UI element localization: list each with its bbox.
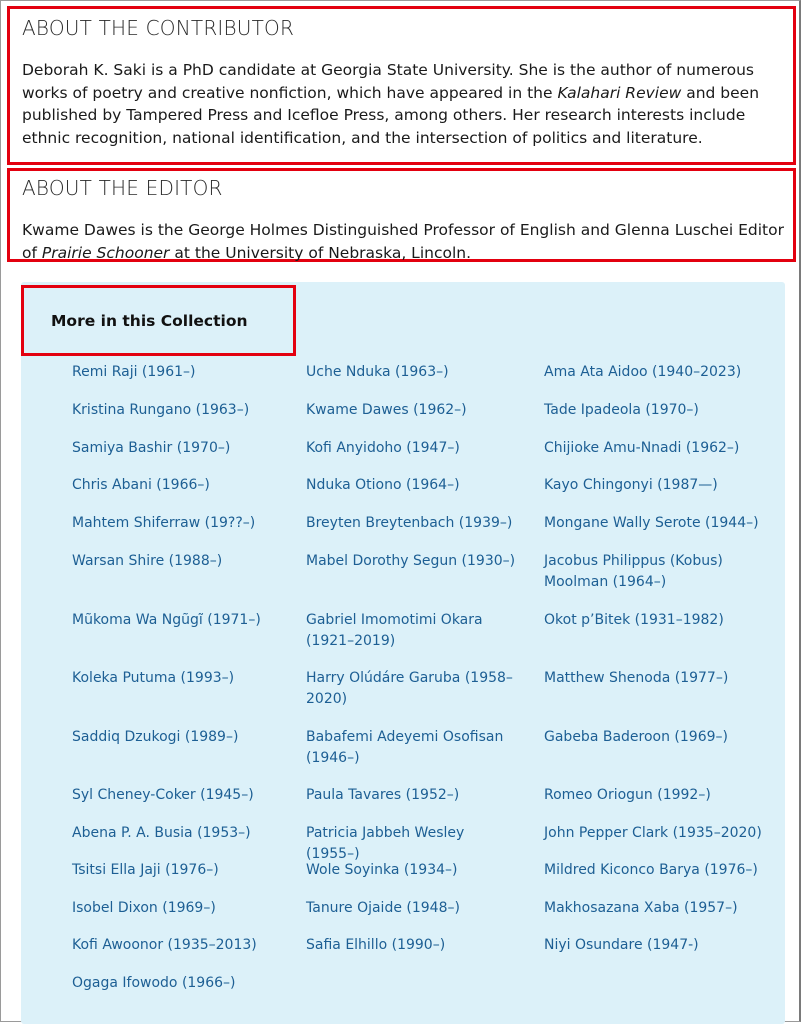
contributor-bio-journal: Kalahari Review bbox=[557, 83, 682, 102]
collection-link[interactable]: Abena P. A. Busia (1953–) bbox=[72, 825, 251, 841]
collection-link[interactable]: Tade Ipadeola (1970–) bbox=[544, 402, 699, 418]
collection-link[interactable]: Romeo Oriogun (1992–) bbox=[544, 787, 711, 803]
contributor-heading: ABOUT THE CONTRIBUTOR bbox=[22, 16, 295, 40]
collection-link[interactable]: Isobel Dixon (1969–) bbox=[72, 900, 216, 916]
collection-link[interactable]: Mabel Dorothy Segun (1930–) bbox=[306, 553, 516, 569]
collection-link[interactable]: Jacobus Philippus (Kobus) Moolman (1964–) bbox=[544, 553, 723, 590]
collection-link[interactable]: Kofi Awoonor (1935–2013) bbox=[72, 937, 257, 953]
editor-bio-text-2: at the University of Nebraska, Lincoln. bbox=[169, 243, 472, 261]
collection-link[interactable]: Kofi Anyidoho (1947–) bbox=[306, 440, 460, 456]
collection-link[interactable]: Niyi Osundare (1947-) bbox=[544, 937, 699, 953]
editor-bio bbox=[22, 219, 790, 261]
collection-link[interactable]: Kayo Chingonyi (1987—) bbox=[544, 477, 718, 493]
collection-link[interactable]: Breyten Breytenbach (1939–) bbox=[306, 515, 513, 531]
collection-link[interactable]: Mildred Kiconco Barya (1976–) bbox=[544, 862, 758, 878]
editor-heading: ABOUT THE EDITOR bbox=[22, 176, 223, 200]
collection-link[interactable]: Okot p’Bitek (1931–1982) bbox=[544, 612, 724, 628]
collection-link[interactable]: Nduka Otiono (1964–) bbox=[306, 477, 460, 493]
collection-link[interactable]: Chijioke Amu-Nnadi (1962–) bbox=[544, 440, 740, 456]
collection-link[interactable]: Mũkoma Wa Ngũgĩ (1971–) bbox=[72, 612, 261, 628]
collection-link[interactable]: Kwame Dawes (1962–) bbox=[306, 402, 467, 418]
collection-link[interactable]: Safia Elhillo (1990–) bbox=[306, 937, 446, 953]
collection-link[interactable]: Ogaga Ifowodo (1966–) bbox=[72, 975, 236, 991]
collection-link[interactable]: Kristina Rungano (1963–) bbox=[72, 402, 250, 418]
collection-link[interactable]: Warsan Shire (1988–) bbox=[72, 553, 223, 569]
collection-link[interactable]: Syl Cheney-Coker (1945–) bbox=[72, 787, 254, 803]
contributor-bio-text-1: Deborah K. Saki is a PhD candidate at Georgia State University. She is the author of numerous works of poetry and creative nonfiction, which have appeared in the bbox=[22, 61, 754, 102]
collection-link[interactable]: Babafemi Adeyemi Osofisan (1946–) bbox=[306, 729, 504, 766]
contributor-bio-text-2: and been published by Tampered Press and Icefloe Press, among others. Her research interests include ethnic recognition, national identification, and the intersection of politics and literature. bbox=[22, 83, 760, 147]
collection-link[interactable]: Mongane Wally Serote (1944–) bbox=[544, 515, 759, 531]
collection-link[interactable]: Harry Olúdáre Garuba (1958–2020) bbox=[306, 670, 513, 707]
collection-link[interactable]: Saddiq Dzukogi (1989–) bbox=[72, 729, 239, 745]
collection-title: More in this Collection bbox=[51, 312, 248, 330]
collection-link[interactable]: Chris Abani (1966–) bbox=[72, 477, 210, 493]
editor-bio-journal: Prairie Schooner bbox=[41, 243, 170, 261]
contributor-bio bbox=[22, 59, 782, 149]
collection-link[interactable]: Wole Soyinka (1934–) bbox=[306, 862, 458, 878]
collection-link[interactable]: Remi Raji (1961–) bbox=[72, 364, 196, 380]
collection-link[interactable]: Ama Ata Aidoo (1940–2023) bbox=[544, 364, 742, 380]
collection-link[interactable]: Patricia Jabbeh Wesley (1955–) bbox=[306, 825, 465, 862]
collection-link[interactable]: Tsitsi Ella Jaji (1976–) bbox=[72, 862, 219, 878]
collection-link[interactable]: Samiya Bashir (1970–) bbox=[72, 440, 231, 456]
editor-bio-text-1: Kwame Dawes is the George Holmes Distinguished Professor of English and Glenna Luschei Editor of bbox=[22, 221, 784, 261]
collection-link[interactable]: Matthew Shenoda (1977–) bbox=[544, 670, 729, 686]
collection-link[interactable]: Makhosazana Xaba (1957–) bbox=[544, 900, 738, 916]
collection-link[interactable]: Gabeba Baderoon (1969–) bbox=[544, 729, 728, 745]
collection-link[interactable]: Uche Nduka (1963–) bbox=[306, 364, 449, 380]
collection-link[interactable]: Gabriel Imomotimi Okara (1921–2019) bbox=[306, 612, 483, 649]
collection-link[interactable]: Mahtem Shiferraw (19??–) bbox=[72, 515, 256, 531]
collection-link[interactable]: Paula Tavares (1952–) bbox=[306, 787, 460, 803]
collection-link[interactable]: John Pepper Clark (1935–2020) bbox=[544, 825, 762, 841]
collection-link[interactable]: Koleka Putuma (1993–) bbox=[72, 670, 235, 686]
collection-link[interactable]: Tanure Ojaide (1948–) bbox=[306, 900, 460, 916]
